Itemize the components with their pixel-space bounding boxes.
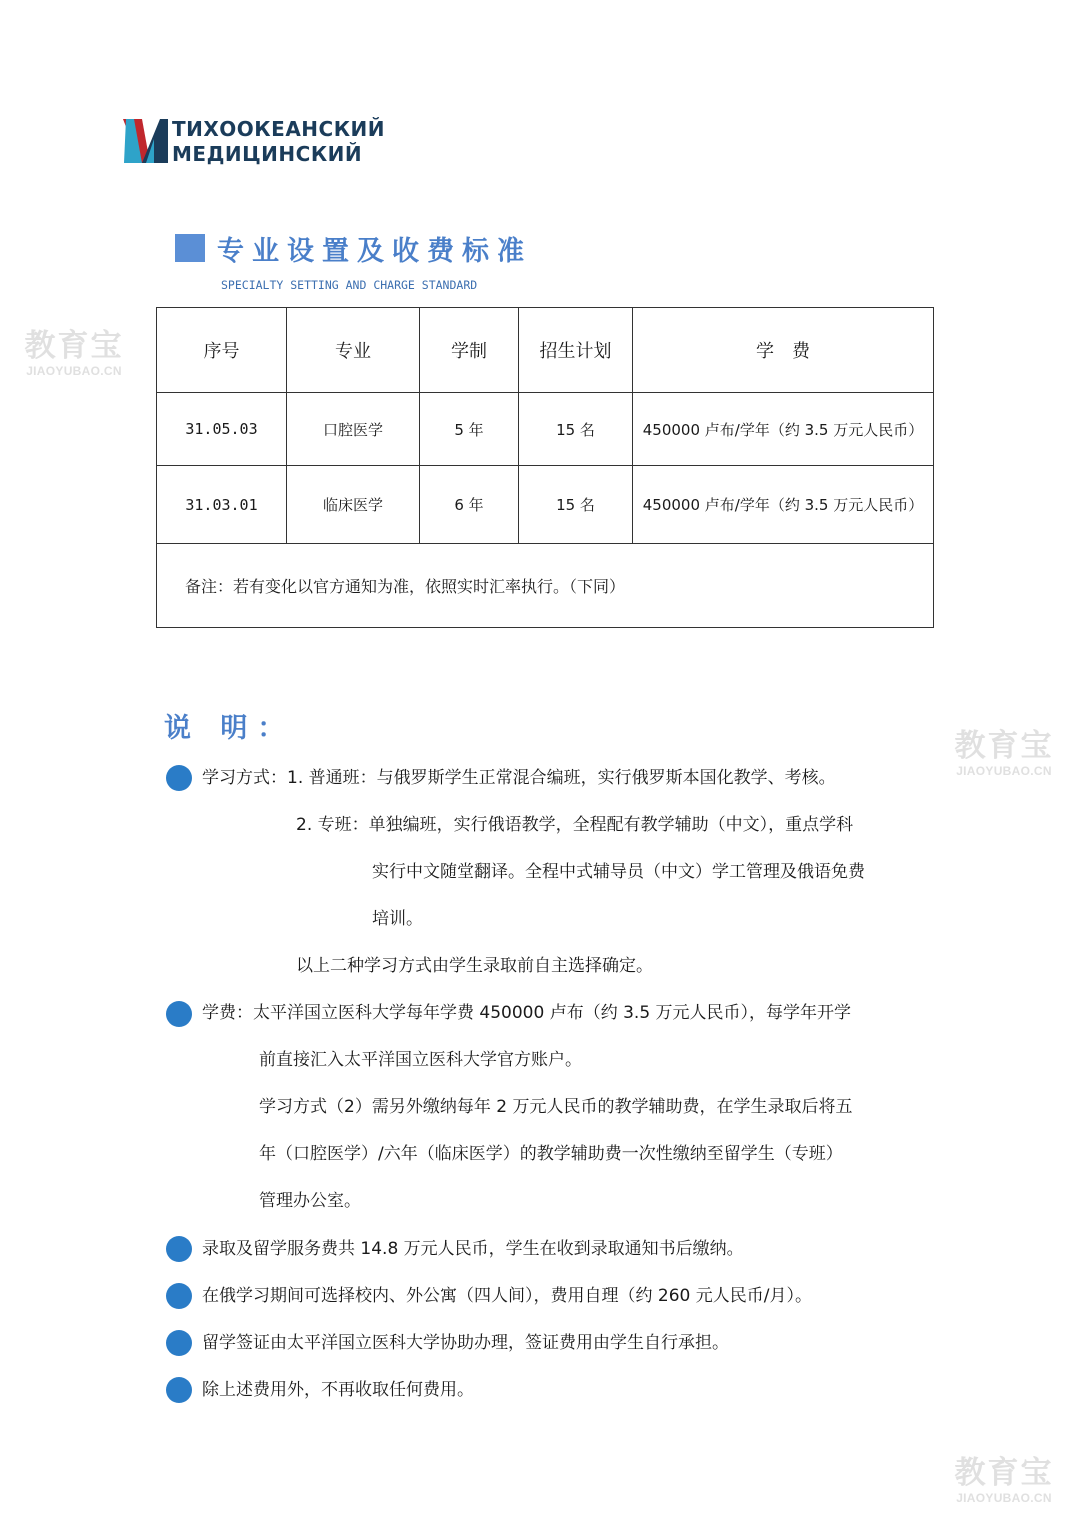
logo-line-1: ТИХООКЕАНСКИЙ <box>172 117 386 141</box>
header-quota: 招生计划 <box>519 308 633 393</box>
table-row <box>157 393 934 466</box>
table-header-row <box>157 308 934 393</box>
cell-duration: 6 年 <box>420 466 519 544</box>
cell-code: 31.05.03 <box>157 393 287 466</box>
explain-line: 学习方式：1. 普通班：与俄罗斯学生正常混合编班，实行俄罗斯本国化教学、考核。 <box>202 768 836 788</box>
watermark-main: 教育宝 <box>24 328 124 364</box>
bullet-icon <box>166 1283 192 1309</box>
university-logo <box>120 117 386 169</box>
cell-major: 临床医学 <box>287 466 420 544</box>
watermark <box>948 728 1060 778</box>
header-code: 序号 <box>157 308 287 393</box>
header-fee: 学 费 <box>633 308 934 393</box>
explain-line: 实行中文随堂翻译。全程中式辅导员（中文）学工管理及俄语免费 <box>372 862 865 882</box>
watermark <box>948 1455 1060 1505</box>
bullet-icon <box>166 1377 192 1403</box>
watermark-sub: JIAOYUBAO.CN <box>956 764 1052 778</box>
header-duration: 学制 <box>420 308 519 393</box>
explain-line: 在俄学习期间可选择校内、外公寓（四人间），费用自理（约 260 元人民币/月）。 <box>202 1286 812 1306</box>
logo-wordmark <box>172 117 385 167</box>
table-note: 备注：若有变化以官方通知为准，依照实时汇率执行。（下同） <box>157 544 934 628</box>
section-subtitle: SPECIALTY SETTING AND CHARGE STANDARD <box>221 278 478 292</box>
cell-fee: 450000 卢布/学年（约 3.5 万元人民币） <box>633 466 934 544</box>
explain-line: 管理办公室。 <box>259 1191 361 1211</box>
cell-major: 口腔医学 <box>287 393 420 466</box>
watermark <box>18 328 130 378</box>
explain-line: 除上述费用外，不再收取任何费用。 <box>202 1380 474 1400</box>
watermark-sub: JIAOYUBAO.CN <box>956 1491 1052 1505</box>
cell-quota: 15 名 <box>519 393 633 466</box>
explain-line: 以上二种学习方式由学生录取前自主选择确定。 <box>296 956 653 976</box>
section-title: 专业设置及收费标准 <box>217 236 532 267</box>
fee-table <box>156 307 934 628</box>
cell-code: 31.03.01 <box>157 466 287 544</box>
bullet-icon <box>166 1001 192 1027</box>
explain-line: 2. 专班：单独编班，实行俄语教学，全程配有教学辅助（中文），重点学科 <box>296 815 854 835</box>
watermark-main: 教育宝 <box>954 728 1054 764</box>
explain-line: 前直接汇入太平洋国立医科大学官方账户。 <box>259 1050 582 1070</box>
heading-square-icon <box>175 234 205 262</box>
table-row <box>157 466 934 544</box>
header-major: 专业 <box>287 308 420 393</box>
bullet-icon <box>166 765 192 791</box>
explain-line: 培训。 <box>372 909 423 929</box>
explain-line: 学费：太平洋国立医科大学每年学费 450000 卢布（约 3.5 万元人民币），每学年开学 <box>202 1003 852 1023</box>
explain-line: 学习方式（2）需另外缴纳每年 2 万元人民币的教学辅助费，在学生录取后将五 <box>259 1097 853 1117</box>
bullet-icon <box>166 1236 192 1262</box>
explain-line: 年（口腔医学）/六年（临床医学）的教学辅助费一次性缴纳至留学生（专班） <box>259 1144 843 1164</box>
explain-line: 留学签证由太平洋国立医科大学协助办理，签证费用由学生自行承担。 <box>202 1333 729 1353</box>
bullet-icon <box>166 1330 192 1356</box>
logo-emblem-icon <box>120 117 170 167</box>
table-note-row <box>157 544 934 628</box>
watermark-main: 教育宝 <box>954 1455 1054 1491</box>
explain-title: 说 明： <box>164 713 295 744</box>
cell-fee: 450000 卢布/学年（约 3.5 万元人民币） <box>633 393 934 466</box>
cell-quota: 15 名 <box>519 466 633 544</box>
watermark-sub: JIAOYUBAO.CN <box>26 364 122 378</box>
explain-line: 录取及留学服务费共 14.8 万元人民币，学生在收到录取通知书后缴纳。 <box>202 1239 744 1259</box>
logo-line-2: МЕДИЦИНСКИЙ <box>172 142 363 166</box>
cell-duration: 5 年 <box>420 393 519 466</box>
